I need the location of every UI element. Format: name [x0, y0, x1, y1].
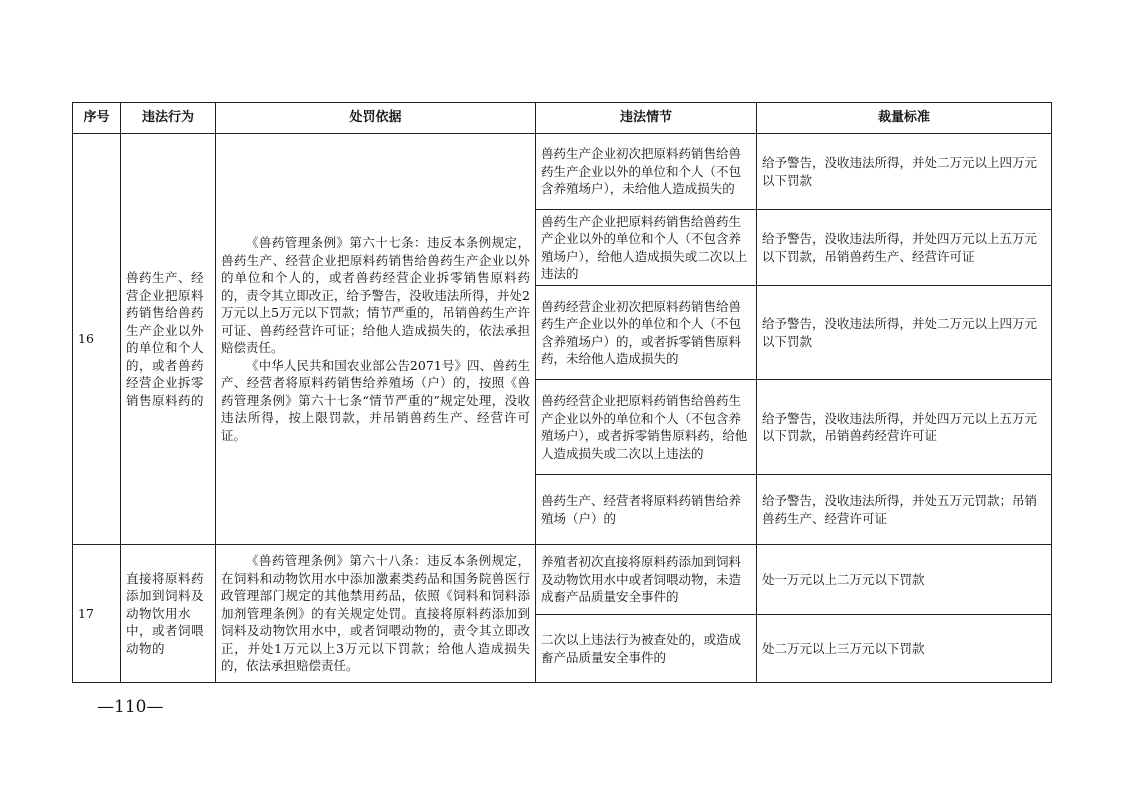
basis-paragraph: 《兽药管理条例》第六十七条：违反本条例规定，兽药生产、经营企业把原料药销售给兽药生产企业以外的单位和个人的，或者兽药经营企业拆零销售原料药的，责令其立即改正，给予警告，没收违法所得，并处2万元以上5万元以下罚款；情节严重的，吊销兽药生产许可证、兽药经营许可证；给他人造成损失的，依法承担赔偿责任。	[221, 235, 530, 355]
page-number: —110—	[97, 697, 164, 717]
standard-cell: 给予警告，没收违法所得，并处四万元以上五万元以下罚款，吊销兽药经营许可证	[757, 380, 1052, 475]
violation-cell: 直接将原料药添加到饲料及动物饮用水中，或者饲喂动物的	[121, 545, 216, 683]
standard-cell: 给予警告，没收违法所得，并处四万元以上五万元以下罚款，吊销兽药生产、经营许可证	[757, 210, 1052, 286]
standard-cell: 给予警告，没收违法所得，并处二万元以上四万元以下罚款	[757, 134, 1052, 210]
circumstance-cell: 二次以上违法行为被查处的，或造成畜产品质量安全事件的	[536, 615, 757, 683]
penalty-table	[72, 102, 1052, 683]
circumstance-cell: 养殖者初次直接将原料药添加到饲料及动物饮用水中或者饲喂动物，未造成畜产品质量安全事件的	[536, 545, 757, 615]
standard-cell: 给予警告，没收违法所得，并处二万元以上四万元以下罚款	[757, 286, 1052, 380]
standard-cell: 处二万元以上三万元以下罚款	[757, 615, 1052, 683]
standard-cell: 处一万元以上二万元以下罚款	[757, 545, 1052, 615]
seq-cell: 17	[73, 545, 121, 683]
basis-paragraph: 《中华人民共和国农业部公告2071号》四、兽药生产、经营者将原料药销售给养殖场（户）的，按照《兽药管理条例》第六十七条“情节严重的”规定处理，没收违法所得，按上限罚款，并吊销兽药生产、经营许可证。	[221, 357, 530, 443]
circumstance-cell: 兽药生产、经营者将原料药销售给养殖场（户）的	[536, 475, 757, 545]
table-row	[73, 134, 1052, 210]
circumstance-cell: 兽药生产企业初次把原料药销售给兽药生产企业以外的单位和个人（不包含养殖场户），未给他人造成损失的	[536, 134, 757, 210]
standard-cell: 给予警告，没收违法所得，并处五万元罚款；吊销兽药生产、经营许可证	[757, 475, 1052, 545]
table-header-row	[73, 103, 1052, 134]
basis-paragraph: 《兽药管理条例》第六十八条：违反本条例规定，在饲料和动物饮用水中添加激素类药品和国务院兽医行政管理部门规定的其他禁用药品，依照《饲料和饲料添加剂管理条例》的有关规定处罚。直接将原料药添加到饲料及动物饮用水中，或者饲喂动物的，责令其立即改正，并处1万元以上3万元以下罚款；给他人造成损失的，依法承担赔偿责任。	[221, 553, 530, 674]
seq-cell: 16	[73, 134, 121, 545]
header-standard: 裁量标准	[757, 103, 1052, 134]
header-basis: 处罚依据	[216, 103, 536, 134]
basis-cell	[216, 134, 536, 545]
circumstance-cell: 兽药生产企业把原料药销售给兽药生产企业以外的单位和个人（不包含养殖场户），给他人造成损失或二次以上违法的	[536, 210, 757, 286]
header-circumstance: 违法情节	[536, 103, 757, 134]
basis-cell	[216, 545, 536, 683]
header-seq: 序号	[73, 103, 121, 134]
violation-cell: 兽药生产、经营企业把原料药销售给兽药生产企业以外的单位和个人的，或者兽药经营企业拆零销售原料药的	[121, 134, 216, 545]
circumstance-cell: 兽药经营企业把原料药销售给兽药生产企业以外的单位和个人（不包含养殖场户），或者拆零销售原料药，给他人造成损失或二次以上违法的	[536, 380, 757, 475]
table-row	[73, 545, 1052, 615]
circumstance-cell: 兽药经营企业初次把原料药销售给兽药生产企业以外的单位和个人（不包含养殖场户）的，或者拆零销售原料药，未给他人造成损失的	[536, 286, 757, 380]
header-violation: 违法行为	[121, 103, 216, 134]
